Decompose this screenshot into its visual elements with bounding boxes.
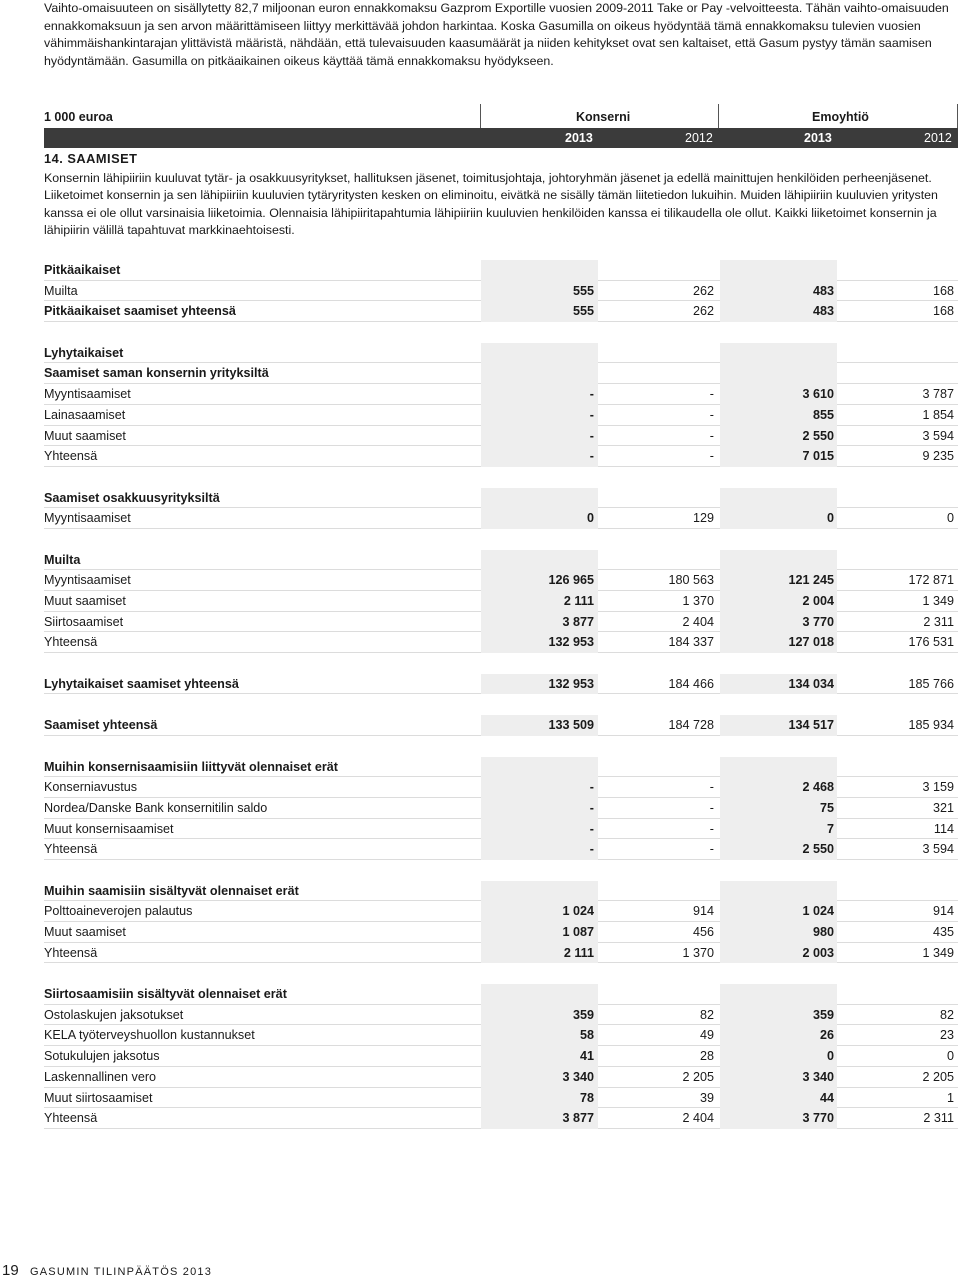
column-shade bbox=[481, 363, 598, 384]
parent-2013-value: 7 bbox=[826, 821, 834, 836]
row-label: Muut saamiset bbox=[44, 594, 126, 608]
parent-2012-value: 2 311 bbox=[923, 1111, 954, 1126]
spacer-row bbox=[44, 529, 958, 550]
group-2013-value: 1 087 bbox=[562, 925, 594, 939]
column-shade bbox=[481, 488, 598, 509]
group-2013-value: 78 bbox=[579, 1090, 594, 1105]
row-label: Yhteensä bbox=[44, 449, 98, 464]
row-label: Laskennallinen vero bbox=[44, 1069, 157, 1084]
parent-2012-value: 914 bbox=[932, 904, 954, 919]
page-footer bbox=[0, 1264, 960, 1280]
parent-2012-value: 168 bbox=[932, 283, 954, 298]
parent-2012-value: 1 854 bbox=[922, 407, 954, 422]
table-row bbox=[44, 1005, 958, 1026]
row-label: Myyntisaamiset bbox=[44, 511, 131, 526]
row-label: Konserniavustus bbox=[44, 780, 138, 795]
group-2012-value: 262 bbox=[692, 283, 714, 298]
row-label: KELA työterveyshuollon kustannukset bbox=[44, 1028, 255, 1043]
parent-2013-value: 2 550 bbox=[802, 842, 834, 857]
group-2012-value: 2 404 bbox=[682, 614, 714, 629]
row-label: Pitkäaikaiset saamiset yhteensä bbox=[44, 304, 236, 319]
parent-2013-value: 134 034 bbox=[788, 676, 834, 691]
group-2013-value: 3 877 bbox=[562, 1111, 594, 1126]
row-label: Polttoaineverojen palautus bbox=[44, 904, 193, 919]
table-row bbox=[44, 1108, 958, 1129]
table-row bbox=[44, 301, 958, 322]
group-2012-value: 2 404 bbox=[682, 1111, 714, 1126]
parent-2012-value: 3 787 bbox=[922, 387, 954, 402]
group-2012-value: 184 728 bbox=[668, 718, 714, 733]
group-2012-value: - bbox=[709, 407, 714, 422]
table-row bbox=[44, 632, 958, 653]
column-shade bbox=[720, 881, 837, 902]
group-2012-value: 262 bbox=[692, 304, 714, 319]
group-2012-value: 180 563 bbox=[668, 573, 714, 588]
row-label: Lainasaamiset bbox=[44, 407, 126, 422]
row-label: Lyhytaikaiset saamiset yhteensä bbox=[44, 676, 239, 691]
parent-2013-value: 980 bbox=[812, 925, 834, 939]
column-shade bbox=[481, 343, 598, 364]
row-label: Pitkäaikaiset bbox=[44, 263, 121, 277]
parent-2012-value: 3 594 bbox=[922, 428, 954, 443]
row-label: Muihin saamisiin sisältyvät olennaiset erät bbox=[44, 883, 299, 898]
row-label: Ostolaskujen jaksotukset bbox=[44, 1007, 184, 1022]
group-2012-value: 456 bbox=[692, 925, 714, 939]
table-row bbox=[44, 1025, 958, 1046]
group-2012-value: 914 bbox=[692, 904, 714, 919]
column-shade bbox=[720, 343, 837, 364]
row-label: Muilta bbox=[44, 283, 78, 298]
header-titles bbox=[44, 104, 958, 128]
parent-2012-value: 168 bbox=[932, 304, 954, 319]
divider-line bbox=[480, 104, 481, 128]
group-heading-row bbox=[44, 260, 958, 281]
table-row bbox=[44, 798, 958, 819]
parent-2012-value: 185 934 bbox=[908, 718, 954, 733]
row-label: Siirtosaamisiin sisältyvät olennaiset erät bbox=[44, 987, 287, 1002]
table-row bbox=[44, 384, 958, 405]
column-shade bbox=[720, 550, 837, 571]
parent-2012-value: 435 bbox=[932, 925, 954, 939]
group-2013-value: 58 bbox=[579, 1028, 594, 1043]
table-header bbox=[44, 104, 958, 148]
table-row bbox=[44, 715, 958, 736]
year-parent-2012: 2012 bbox=[924, 131, 952, 145]
table-row bbox=[44, 1088, 958, 1109]
parent-2013-value: 127 018 bbox=[788, 635, 834, 650]
spacer-row bbox=[44, 694, 958, 715]
row-label: Saamiset yhteensä bbox=[44, 718, 158, 733]
group-2013-value: 2 111 bbox=[563, 594, 594, 608]
group-2013-value: 0 bbox=[586, 511, 594, 526]
column-shade bbox=[481, 984, 598, 1005]
parent-2013-value: 2 003 bbox=[802, 945, 834, 960]
table-row bbox=[44, 1067, 958, 1088]
year-group-2012: 2012 bbox=[685, 131, 713, 145]
year-group-2013: 2013 bbox=[565, 131, 593, 145]
row-label: Muut saamiset bbox=[44, 428, 126, 443]
parent-2012-value: 0 bbox=[946, 1049, 954, 1064]
group-2013-value: 555 bbox=[572, 304, 594, 319]
parent-2012-value: 2 311 bbox=[923, 614, 954, 629]
row-label: Yhteensä bbox=[44, 945, 98, 960]
row-label: Muut siirtosaamiset bbox=[44, 1090, 153, 1105]
column-shade bbox=[720, 363, 837, 384]
row-label: Muut saamiset bbox=[44, 925, 126, 939]
group-2013-value: 3 877 bbox=[562, 614, 594, 629]
row-label: Myyntisaamiset bbox=[44, 387, 131, 402]
group-2013-value: 1 024 bbox=[562, 904, 594, 919]
group-2012-value: - bbox=[709, 821, 714, 836]
group-2012-value: - bbox=[709, 387, 714, 402]
parent-2013-value: 483 bbox=[812, 304, 834, 319]
intro-paragraph: Vaihto-omaisuuteen on sisällytetty 82,7 miljoonan euron ennakkomaksu Gazprom Exportille vuosien 2009-2011 Take or Pay -velvoitteesta. Tähän vaihto-omaisuuden ennakkomaksuun ja sen arvon määrittämiseen liittyy merkittävää johdon harkintaa. Koska Gasumilla on oikeus hyödyntää tämä ennakkomaksu tulevien vuosien vähimmäishankintarajan ylittävistä määristä, nähdään, että tulevaisuuden kaasumäärät ja niiden kehitykset ovat sen kaltaiset, että Gasum pystyy tämän saamisen hyödyntämään. Gasumilla on pitkäaikainen oikeus käyttää tämä ennakkomaksu hyödykseen. bbox=[44, 1, 949, 68]
group-2013-value: - bbox=[589, 449, 594, 464]
parent-2013-value: 483 bbox=[812, 283, 834, 298]
parent-2013-value: 0 bbox=[826, 511, 834, 526]
parent-2013-value: 0 bbox=[826, 1049, 834, 1064]
parent-2012-value: 0 bbox=[946, 511, 954, 526]
group-2012-value: 49 bbox=[699, 1028, 714, 1043]
row-label: Yhteensä bbox=[44, 842, 98, 857]
parent-2012-value: 82 bbox=[939, 1007, 954, 1022]
column-shade bbox=[720, 488, 837, 509]
parent-2012-value: 23 bbox=[939, 1028, 954, 1043]
divider-line bbox=[718, 104, 719, 128]
row-label: Muut konsernisaamiset bbox=[44, 821, 174, 836]
section-description: Konsernin lähipiiriin kuuluvat tytär- ja osakkuusyritykset, hallituksen jäsenet, toimitusjohtaja, johtoryhmän jäsenet ja edellä mainittujen henkilöiden perheenjäsenet. Liiketoimet konsernin ja sen lähipiiriin kuuluvien tytäryritysten kesken on eliminoitu, eivätkä ne sisälly tämän liitetiedon lukuihin. Muiden lähipiiriin kuuluvien yritysten kanssa ei ole ollut varsinaisia liiketoimia. Olennaisia lähipiiritapahtumia lähipiiriin kuuluvien henkilöiden kanssa ei tilikaudella ole ollut. Kaikki liiketoimet konsernin ja lähipiirin välillä tapahtuvat markkinaehtoisesti. bbox=[44, 171, 938, 237]
group-2013-value: - bbox=[589, 780, 594, 795]
divider-line bbox=[957, 104, 958, 128]
group-heading-row bbox=[44, 363, 958, 384]
parent-2012-value: 3 594 bbox=[922, 842, 954, 857]
group-2012-value: - bbox=[709, 800, 714, 815]
group-2012-value: - bbox=[709, 780, 714, 795]
row-label: Lyhytaikaiset bbox=[44, 345, 124, 360]
table-row bbox=[44, 508, 958, 529]
group-2013-value: 132 953 bbox=[548, 635, 594, 650]
parent-2013-value: 26 bbox=[819, 1028, 834, 1043]
group-2013-value: 3 340 bbox=[562, 1069, 594, 1084]
group-heading-row bbox=[44, 343, 958, 364]
table-row bbox=[44, 426, 958, 447]
table-row bbox=[44, 922, 958, 943]
group-2012-value: 129 bbox=[692, 511, 714, 526]
group-2013-value: - bbox=[589, 800, 594, 815]
row-label: Muilta bbox=[44, 552, 81, 567]
publication-title: GASUMIN TILINPÄÄTÖS 2013 bbox=[30, 1266, 213, 1278]
table-row bbox=[44, 570, 958, 591]
parent-2012-value: 114 bbox=[933, 821, 954, 836]
column-shade bbox=[720, 260, 837, 281]
group-2013-value: - bbox=[589, 821, 594, 836]
group-heading-row bbox=[44, 881, 958, 902]
row-label: Yhteensä bbox=[44, 635, 98, 650]
parent-2013-value: 3 610 bbox=[802, 387, 834, 402]
group-2012-value: 184 337 bbox=[668, 635, 714, 650]
column-shade bbox=[481, 757, 598, 778]
parent-2012-value: 172 871 bbox=[908, 573, 954, 588]
group-2013-value: - bbox=[589, 842, 594, 857]
group-2013-value: - bbox=[589, 407, 594, 422]
parent-2013-value: 3 770 bbox=[802, 614, 834, 629]
table-row bbox=[44, 839, 958, 860]
year-bar bbox=[44, 128, 958, 148]
row-label: Saamiset saman konsernin yrityksiltä bbox=[44, 366, 269, 381]
parent-2013-value: 3 770 bbox=[802, 1111, 834, 1126]
group-2012-value: 184 466 bbox=[668, 676, 714, 691]
table-row bbox=[44, 1046, 958, 1067]
parent-2013-value: 359 bbox=[812, 1007, 834, 1022]
spacer-row bbox=[44, 467, 958, 488]
group-2013-value: 132 953 bbox=[548, 676, 594, 691]
section-title: 14. SAAMISET bbox=[44, 151, 138, 166]
group-heading-row bbox=[44, 488, 958, 509]
parent-2013-value: 3 340 bbox=[802, 1069, 834, 1084]
group-heading-row bbox=[44, 757, 958, 778]
table-row bbox=[44, 612, 958, 633]
row-label: Siirtosaamiset bbox=[44, 614, 124, 629]
group-2013-value: 133 509 bbox=[548, 718, 594, 733]
parent-2012-value: 185 766 bbox=[908, 676, 954, 691]
group-2013-value: 555 bbox=[572, 283, 594, 298]
year-parent-2013: 2013 bbox=[804, 131, 832, 145]
row-label: Muihin konsernisaamisiin liittyvät olennaiset erät bbox=[44, 759, 338, 774]
parent-2013-value: 2 550 bbox=[802, 428, 834, 443]
spacer-row bbox=[44, 736, 958, 757]
group-2013-value: 126 965 bbox=[548, 573, 594, 588]
column-shade bbox=[481, 260, 598, 281]
parent-2013-value: 855 bbox=[812, 407, 834, 422]
parent-2013-value: 75 bbox=[819, 800, 834, 815]
column-shade bbox=[481, 550, 598, 571]
receivables-table bbox=[44, 260, 958, 1129]
parent-2012-value: 1 349 bbox=[922, 594, 954, 608]
row-label: Yhteensä bbox=[44, 1111, 98, 1126]
table-row bbox=[44, 674, 958, 695]
parent-2013-value: 2 004 bbox=[802, 594, 834, 608]
parent-2012-value: 321 bbox=[932, 800, 954, 815]
page-number: 19 bbox=[2, 1262, 19, 1279]
group-2012-value: 1 370 bbox=[682, 945, 714, 960]
group-2013-value: 2 111 bbox=[563, 945, 594, 960]
spacer-row bbox=[44, 653, 958, 674]
parent-2012-value: 3 159 bbox=[922, 780, 954, 795]
group-2013-value: - bbox=[589, 387, 594, 402]
group-2012-value: - bbox=[709, 842, 714, 857]
table-row bbox=[44, 405, 958, 426]
row-label: Saamiset osakkuusyrityksiltä bbox=[44, 490, 220, 505]
spacer-row bbox=[44, 963, 958, 984]
table-row bbox=[44, 591, 958, 612]
group-heading-row bbox=[44, 984, 958, 1005]
spacer-row bbox=[44, 322, 958, 343]
table-row bbox=[44, 281, 958, 302]
parent-2013-value: 7 015 bbox=[802, 449, 834, 464]
table-row bbox=[44, 777, 958, 798]
column-shade bbox=[720, 984, 837, 1005]
table-row bbox=[44, 819, 958, 840]
row-label: Sotukulujen jaksotus bbox=[44, 1049, 160, 1064]
row-label: Myyntisaamiset bbox=[44, 573, 131, 588]
group-2012-value: 2 205 bbox=[682, 1069, 714, 1084]
parent-2013-value: 134 517 bbox=[788, 718, 834, 733]
group-2012-value: 28 bbox=[699, 1049, 714, 1064]
parent-2012-value: 1 bbox=[946, 1090, 954, 1105]
group-2013-value: 359 bbox=[572, 1007, 594, 1022]
parent-2012-value: 1 349 bbox=[922, 945, 954, 960]
group-2012-value: - bbox=[709, 428, 714, 443]
row-label: Nordea/Danske Bank konsernitilin saldo bbox=[44, 800, 268, 815]
parent-2012-value: 176 531 bbox=[908, 635, 954, 650]
group-2012-value: 82 bbox=[699, 1007, 714, 1022]
parent-2013-value: 1 024 bbox=[802, 904, 834, 919]
column-shade bbox=[720, 757, 837, 778]
group-2012-value: - bbox=[709, 449, 714, 464]
unit-label: 1 000 euroa bbox=[44, 110, 113, 124]
table-row bbox=[44, 901, 958, 922]
parent-2013-value: 2 468 bbox=[802, 780, 834, 795]
table-row bbox=[44, 943, 958, 964]
group-2012-value: 1 370 bbox=[682, 594, 714, 608]
group-2013-value: - bbox=[589, 428, 594, 443]
parent-label: Emoyhtiö bbox=[812, 110, 869, 124]
parent-2013-value: 44 bbox=[819, 1090, 834, 1105]
spacer-row bbox=[44, 860, 958, 881]
parent-2013-value: 121 245 bbox=[788, 573, 834, 588]
group-2012-value: 39 bbox=[699, 1090, 714, 1105]
column-shade bbox=[481, 881, 598, 902]
table-row bbox=[44, 446, 958, 467]
group-2013-value: 41 bbox=[579, 1049, 594, 1064]
parent-2012-value: 9 235 bbox=[922, 449, 954, 464]
group-heading-row bbox=[44, 550, 958, 571]
group-label: Konserni bbox=[576, 110, 631, 124]
parent-2012-value: 2 205 bbox=[922, 1069, 954, 1084]
